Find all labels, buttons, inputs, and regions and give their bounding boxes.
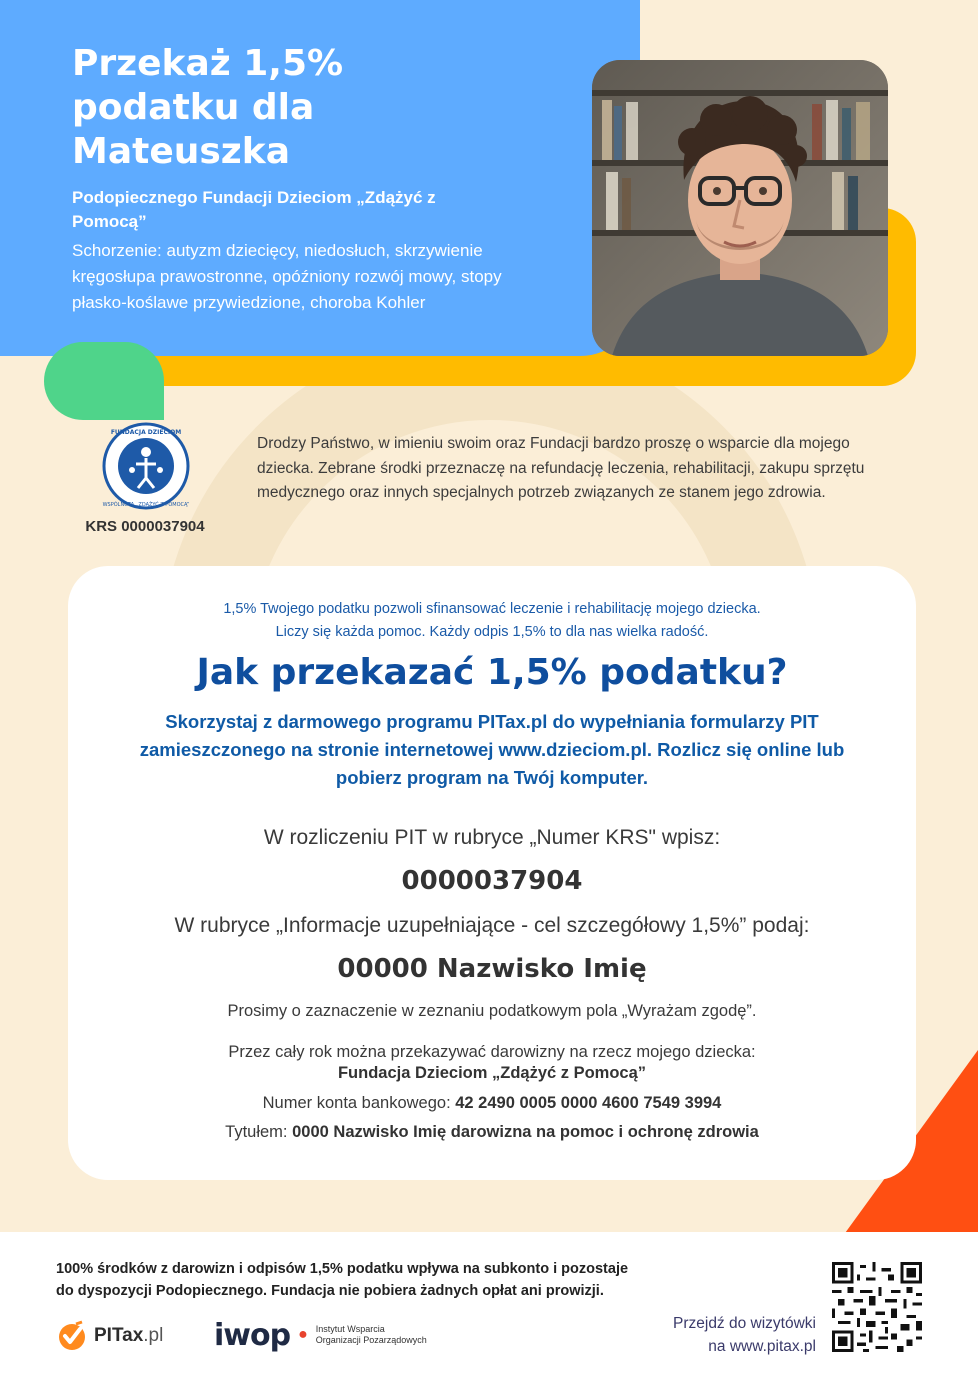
- iwop-subtitle-line-1: Instytut Wsparcia: [315, 1324, 385, 1334]
- intro-text: Drodzy Państwo, w imieniu swoim oraz Fundacji bardzo proszę o wsparcie dla mojego dziecka. Zebrane środki przeznaczę na refundację leczenia, rehabilitacji, zakupu sprzętu medycznego oraz innych specjalnych potrzeb związanych ze stanem jego zdrowia.: [257, 435, 865, 501]
- lead-line-1: 1,5% Twojego podatku pozwoli sfinansować leczenie i rehabilitację mojego dziecka.: [223, 601, 761, 617]
- pitax-name: PITax: [94, 1325, 144, 1346]
- iwop-wordmark: iwop: [214, 1317, 291, 1353]
- page-title: Przekaż 1,5% podatku dla Mateuszka: [72, 43, 344, 172]
- qr-code[interactable]: [832, 1262, 922, 1352]
- instructions-card: [68, 566, 916, 1180]
- decorative-green-leaf: [44, 342, 164, 420]
- account-number: 42 2490 0005 0000 4600 7549 3994: [455, 1094, 722, 1112]
- pit-krs-instruction: W rozliczeniu PIT w rubryce „Numer KRS" wpisz:: [263, 826, 721, 849]
- portrait-illustration: [592, 60, 888, 356]
- footer-note-line-2: do dyspozycji Podopiecznego. Fundacja nie pobiera żadnych opłat ani prowizji.: [56, 1283, 604, 1299]
- transfer-title: [68, 1123, 916, 1142]
- krs-number: 0000037904: [401, 866, 583, 896]
- pitax-check-icon: [56, 1320, 88, 1352]
- logo-bottom-text: WSPÓLNOTA „ZDĄŻYĆ Z POMOCĄ”: [102, 502, 190, 508]
- subtitle: Podopiecznego Fundacji Dzieciom „Zdążyć z Pomocą”: [72, 188, 436, 231]
- how-to-subtitle: Skorzystaj z darmowego programu PITax.pl do wypełniania formularzy PIT zamieszczonego na stronie internetowej www.dzieciom.pl. Rozlicz się online lub pobierz program na Twój komputer.: [139, 711, 845, 788]
- transfer-title-value: 0000 Nazwisko Imię darowizna na pomoc i ochronę zdrowia: [292, 1123, 759, 1141]
- footer-note-line-1: 100% środków z darowizn i odpisów 1,5% podatku wpływa na subkonto i pozostaje: [56, 1261, 629, 1277]
- visit-link[interactable]: [600, 1312, 816, 1358]
- consent-note: Prosimy o zaznaczenie w zeznaniu podatkowym pola „Wyrażam zgodę”.: [227, 1002, 757, 1020]
- lead-text: [68, 598, 916, 644]
- qr-code-icon: [832, 1262, 922, 1352]
- beneficiary-code: 00000 Nazwisko Imię: [337, 954, 647, 984]
- visit-line-2: na www.pitax.pl: [708, 1338, 816, 1355]
- visit-line-1: Przejdź do wizytówki: [673, 1315, 816, 1332]
- disease-description: Schorzenie: autyzm dziecięcy, niedosłuch, skrzywienie kręgosłupa prawostronne, opóźniony rozwój mowy, stopy płasko-koślawe przywiedzione, choroba Kohler: [72, 241, 502, 312]
- donation-note: Przez cały rok można przekazywać darowizny na rzecz mojego dziecka:: [228, 1043, 756, 1061]
- info-instruction: W rubryce „Informacje uzupełniające - cel szczegółowy 1,5%” podaj:: [174, 914, 810, 937]
- pitax-suffix: .pl: [143, 1325, 164, 1346]
- transfer-title-label: Tytułem:: [225, 1123, 288, 1141]
- iwop-dot-icon: ●: [298, 1326, 308, 1343]
- krs-label: KRS 0000037904: [85, 518, 205, 535]
- how-to-title: Jak przekazać 1,5% podatku?: [196, 652, 788, 693]
- logo-top-text: FUNDACJA DZIECIOM: [110, 429, 182, 436]
- iwop-subtitle: [316, 1324, 427, 1346]
- account-label: Numer konta bankowego:: [262, 1094, 451, 1112]
- pitax-wordmark: [94, 1325, 163, 1347]
- iwop-subtitle-line-2: Organizacji Pozarządowych: [315, 1335, 427, 1345]
- lead-line-2: Liczy się każda pomoc. Każdy odpis 1,5% to dla nas wielka radość.: [275, 624, 709, 640]
- child-photo: [592, 60, 888, 356]
- bank-account: [68, 1094, 916, 1113]
- foundation-emblem-icon: [102, 422, 190, 510]
- footer-note: [56, 1258, 756, 1302]
- pitax-logo[interactable]: [56, 1320, 163, 1352]
- foundation-name: Fundacja Dzieciom „Zdążyć z Pomocą”: [337, 1064, 647, 1082]
- foundation-logo: [102, 422, 190, 510]
- iwop-logo[interactable]: [214, 1318, 427, 1352]
